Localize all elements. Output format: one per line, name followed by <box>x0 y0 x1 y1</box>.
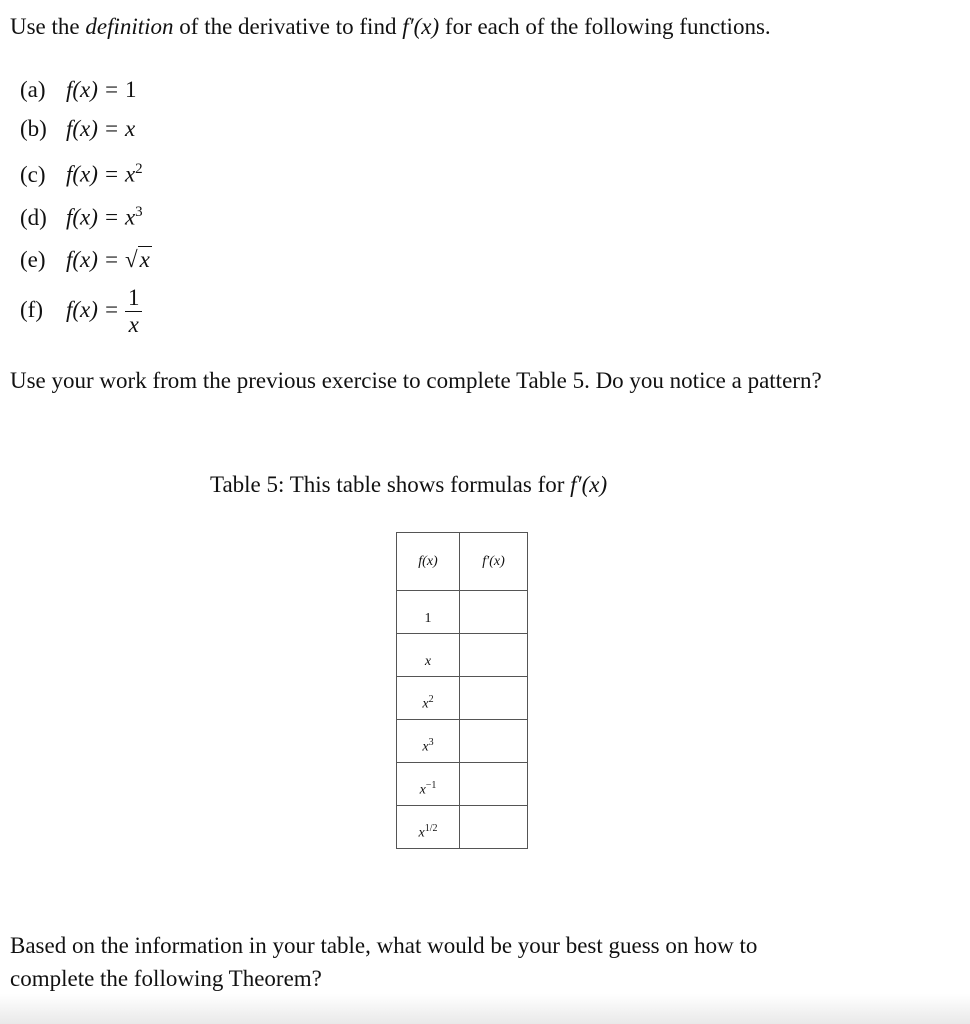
function-item-c <box>20 161 143 188</box>
intro-emphasis: definition <box>85 14 174 39</box>
numerator: 1 <box>125 285 143 312</box>
table-row <box>397 591 528 634</box>
header-f <box>397 533 460 591</box>
closing-line-1: Based on the information in your table, what would be your best guess on how to <box>10 933 758 958</box>
radical-sign: √ <box>124 247 138 272</box>
item-lhs: f(x) = <box>66 204 125 230</box>
cell-base: x <box>419 783 426 798</box>
cell-base: x <box>422 697 429 712</box>
intro-text <box>10 14 771 40</box>
cell-f <box>397 634 460 677</box>
caption-math: f′(x) <box>570 472 608 497</box>
radicand: x <box>139 247 150 272</box>
cell-exp: 1/2 <box>424 823 438 835</box>
function-item-e <box>20 247 152 273</box>
table-header-row <box>397 533 528 591</box>
item-rhs: x <box>124 116 136 141</box>
function-item-d <box>20 204 143 231</box>
cell-base: x <box>418 826 425 841</box>
table-row <box>397 677 528 720</box>
item-lhs: f(x) = <box>66 297 125 323</box>
intro-math: f′(x) <box>402 14 440 39</box>
item-base: x <box>124 204 136 230</box>
table-caption <box>210 472 607 498</box>
header-text: f(x) <box>418 553 438 569</box>
table-row <box>397 806 528 849</box>
item-rhs: 1 <box>124 77 137 102</box>
caption-text: Table 5: This table shows formulas for <box>210 472 571 497</box>
cell-f <box>397 677 460 720</box>
cell-f <box>397 591 460 634</box>
function-item-a <box>20 77 136 103</box>
item-label: (a) <box>20 77 46 102</box>
header-text: f′(x) <box>482 553 505 569</box>
derivative-table <box>396 532 528 849</box>
intro-after: of the derivative to find <box>173 14 403 39</box>
cell-exp: 3 <box>428 737 434 749</box>
item-lhs: f(x) = <box>66 247 125 272</box>
item-lhs: f(x) = <box>66 77 125 102</box>
denominator: x <box>128 312 139 338</box>
cell-exp: 2 <box>428 694 434 706</box>
item-exp: 2 <box>135 161 143 177</box>
header-fprime <box>460 533 528 591</box>
item-lhs: f(x) = <box>66 116 125 141</box>
intro-end: for each of the following functions. <box>439 14 771 39</box>
cell-f <box>397 720 460 763</box>
cell-f <box>397 806 460 849</box>
cell-derivative[interactable] <box>460 591 528 634</box>
table-row <box>397 763 528 806</box>
closing-line-2: complete the following Theorem? <box>10 966 322 991</box>
item-label: (b) <box>20 116 47 141</box>
table-row <box>397 634 528 677</box>
table-row <box>397 720 528 763</box>
cell-derivative[interactable] <box>460 806 528 849</box>
intro-before: Use the <box>10 14 86 39</box>
instruction-text: Use your work from the previous exercise to complete Table 5. Do you notice a pattern? <box>10 368 822 393</box>
cell-base: 1 <box>424 611 432 626</box>
fraction <box>125 285 143 339</box>
cell-derivative[interactable] <box>460 677 528 720</box>
function-item-b <box>20 116 135 142</box>
cell-derivative[interactable] <box>460 720 528 763</box>
cell-base: x <box>422 740 429 755</box>
item-label: (e) <box>20 247 46 272</box>
item-exp: 3 <box>135 204 143 220</box>
item-label: (f) <box>20 297 43 323</box>
bottom-fade <box>0 994 970 1024</box>
item-base: x <box>124 161 136 187</box>
square-root <box>125 247 152 273</box>
item-label: (d) <box>20 204 47 230</box>
item-label: (c) <box>20 161 46 187</box>
cell-derivative[interactable] <box>460 634 528 677</box>
cell-f <box>397 763 460 806</box>
function-item-f <box>20 285 142 339</box>
cell-base: x <box>424 654 432 669</box>
cell-exp: −1 <box>425 780 437 792</box>
cell-derivative[interactable] <box>460 763 528 806</box>
item-lhs: f(x) = <box>66 161 125 187</box>
